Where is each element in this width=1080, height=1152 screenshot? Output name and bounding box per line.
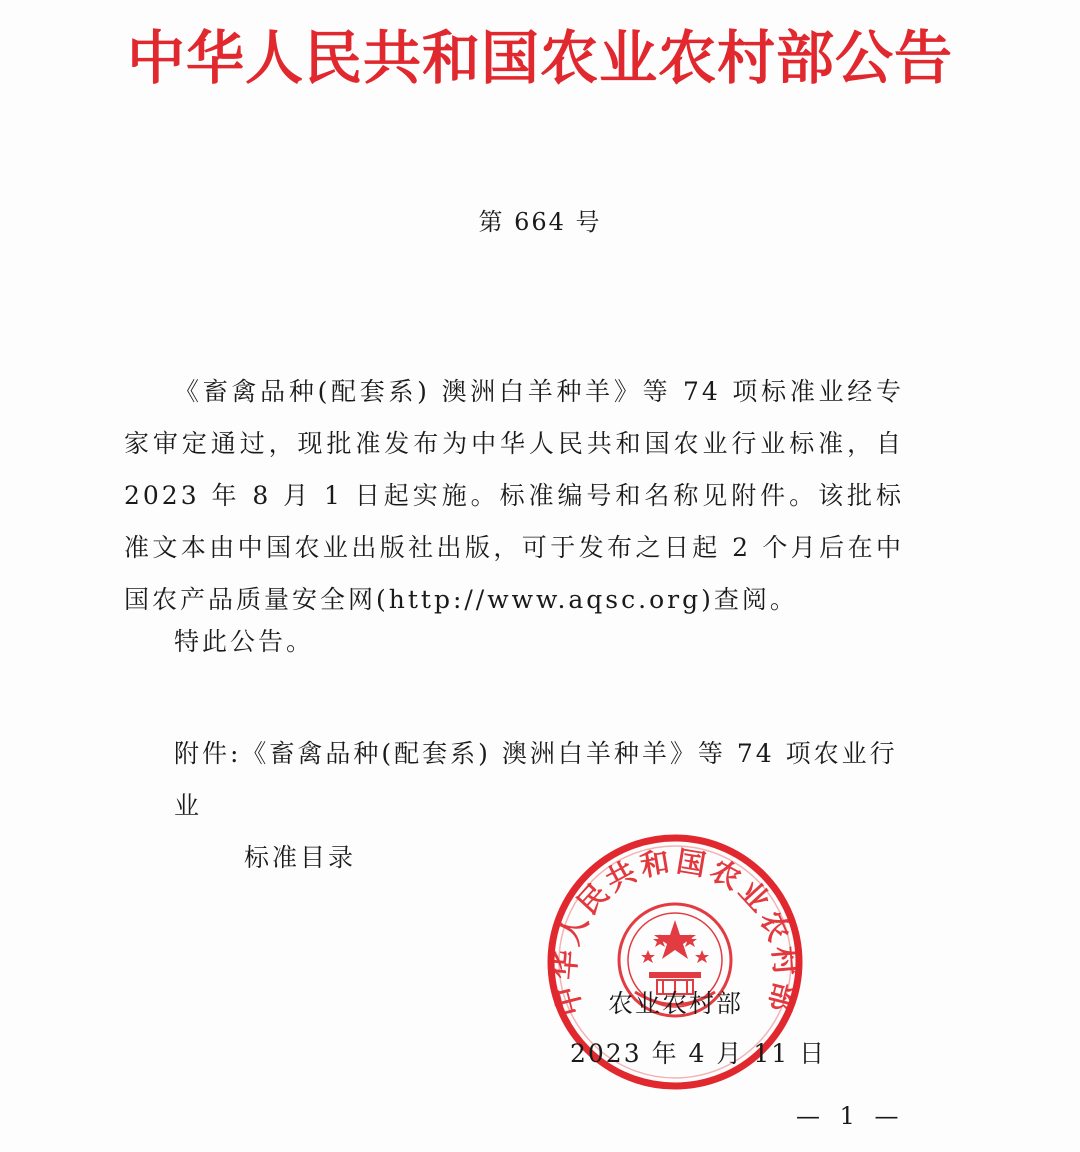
issuer-name: 农业农村部 bbox=[608, 989, 744, 1018]
attachment-line-2: 标准目录 bbox=[244, 843, 357, 872]
attachment-line-1: 附件:《畜禽品种(配套系) 澳洲白羊种羊》等 74 项农业行业 bbox=[174, 739, 898, 820]
announcement-body: 《畜禽品种(配套系) 澳洲白羊种羊》等 74 项标准业经专家审定通过，现批准发布为中华人民共和国农业行业标准，自 2023 年 8 月 1 日起实施。标准编号和名称见附件。该批标准文本由中国农业出版社出版，可于发布之日起 2 个月后在中国农产品质量安全网(http://www.aqsc.org)查阅。 bbox=[124, 377, 904, 614]
svg-text:中华人民共和国农业农村部: 中华人民共和国农业农村部 bbox=[547, 844, 803, 1020]
announcement-number: 第 664 号 bbox=[478, 208, 602, 236]
document-header-title: 中华人民共和国农业农村部公告 bbox=[126, 24, 953, 92]
page-number: — 1 — bbox=[796, 1102, 905, 1130]
issue-date: 2023 年 4 月 11 日 bbox=[570, 1039, 827, 1068]
announcement-closing: 特此公告。 bbox=[174, 627, 315, 656]
